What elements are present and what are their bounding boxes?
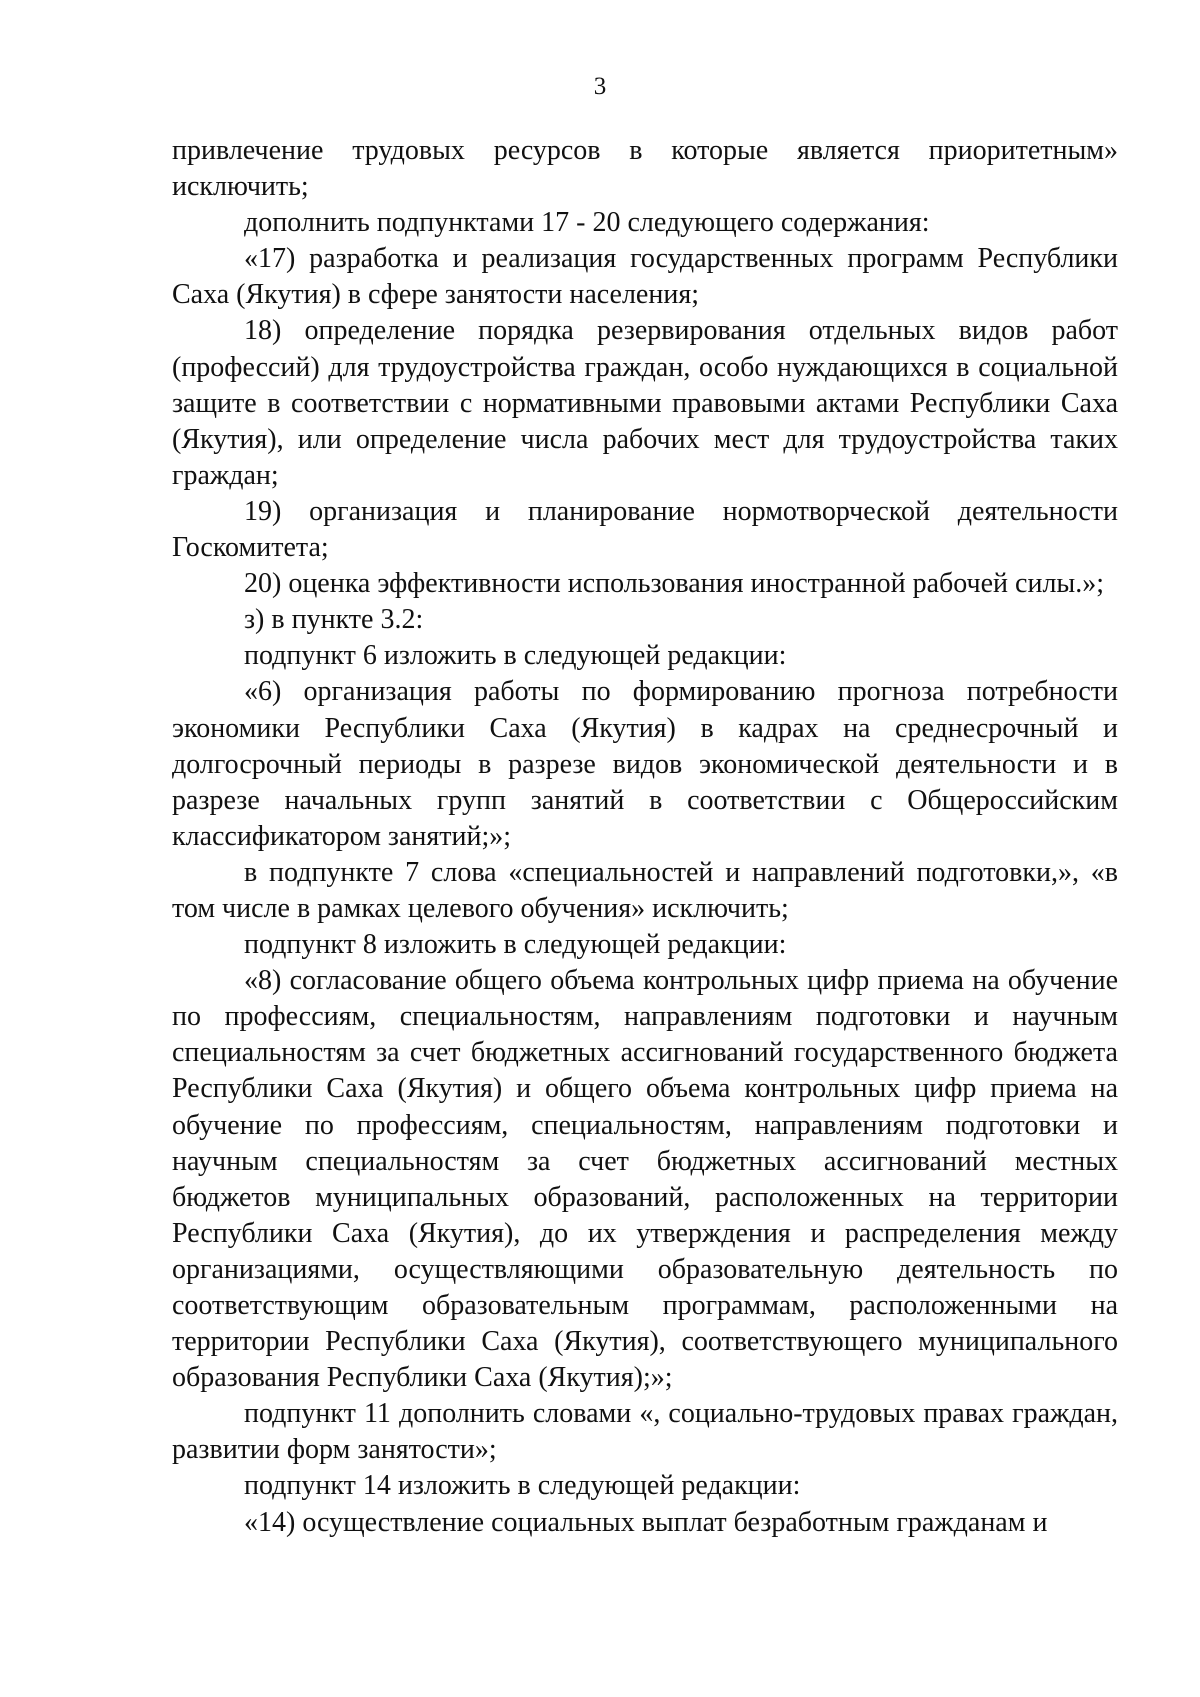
paragraph: «6) организация работы по формированию прогноза потребности экономики Республики Саха (Якутия) в кадрах на среднесрочный и долгосрочный периоды в разрезе видов экономической деятельности и в разрезе начальных групп занятий в соответствии с Общероссийским классификатором занятий;»; — [172, 676, 1118, 852]
paragraph: подпункт 14 изложить в следующей редакции: — [244, 1470, 801, 1502]
paragraph: «14) осуществление социальных выплат безработным гражданам и — [244, 1506, 1048, 1538]
paragraph: в подпункте 7 слова «специальностей и направлений подготовки,», «в том числе в рамках целевого обучения» исключить; — [172, 856, 1118, 924]
paragraph: «8) согласование общего объема контрольных цифр приема на обучение по профессиям, специальностям, направлениям подготовки и научным специальностям за счет бюджетных ассигнований государственного бюджета Республики Саха (Якутия) и общего объема контрольных цифр приема на обучение по профессиям, специальностям, направлениям подготовки и научным специальностям за счет бюджетных ассигнований местных бюджетов муниципальных образований, расположенных на территории Республики Саха (Якутия), до их утверждения и распределения между организациями, осуществляющими образовательную деятельность по соответствующим образовательным программам, расположенными на территории Республики Саха (Якутия), соответствующего муниципального образования Республики Саха (Якутия);»; — [172, 965, 1118, 1394]
paragraph: дополнить подпунктами 17 - 20 следующего содержания: — [244, 207, 930, 239]
paragraph: подпункт 8 изложить в следующей редакции: — [244, 929, 787, 961]
paragraph: подпункт 11 дополнить словами «, социально-трудовых правах граждан, развитии форм занятости»; — [172, 1398, 1118, 1466]
paragraph: 19) организация и планирование нормотворческой деятельности Госкомитета; — [172, 495, 1118, 564]
page-number: 3 — [593, 73, 607, 100]
paragraph: 18) определение порядка резервирования отдельных видов работ (профессий) для трудоустройства граждан, особо нуждающихся в социальной защите в соответствии с нормативными правовыми актами Республики Саха (Якутия), или определение числа рабочих мест для трудоустройства таких граждан; — [172, 315, 1118, 491]
paragraph: подпункт 6 изложить в следующей редакции: — [244, 640, 787, 672]
paragraph: привлечение трудовых ресурсов в которые является приоритетным» исключить; — [172, 135, 1118, 203]
document-body — [172, 133, 1118, 1541]
paragraph: з) в пункте 3.2: — [244, 604, 424, 636]
paragraph: 20) оценка эффективности использования иностранной рабочей силы.»; — [244, 568, 1105, 600]
paragraph: «17) разработка и реализация государственных программ Республики Саха (Якутия) в сфере занятости населения; — [172, 243, 1118, 311]
